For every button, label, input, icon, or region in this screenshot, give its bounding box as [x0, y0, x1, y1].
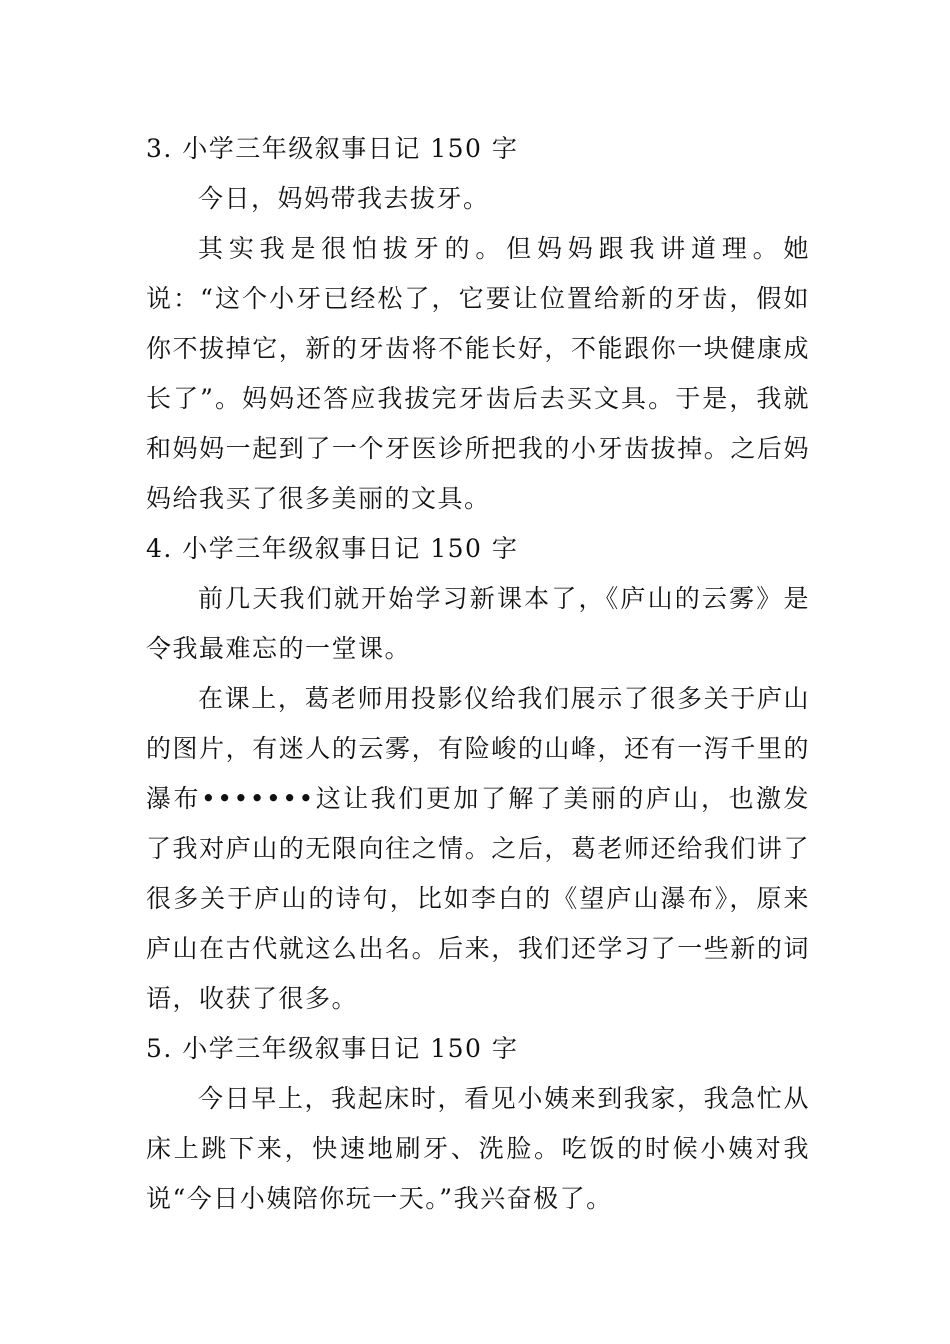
document-body	[146, 124, 810, 1224]
section-heading: 5. 小学三年级叙事日记 150 字	[146, 1034, 519, 1063]
paragraph: 前几天我们就开始学习新课本了，《庐山的云雾》是令我最难忘的一堂课。	[146, 584, 810, 663]
diary-section-3	[146, 124, 810, 524]
paragraph: 在课上，葛老师用投影仪给我们展示了很多关于庐山的图片，有迷人的云雾，有险峻的山峰，还有一泻千里的瀑布•••••••这让我们更加了解了美丽的庐山，也激发了我对庐山的无限向往之情。之后，葛老师还给我们讲了很多关于庐山的诗句，比如李白的《望庐山瀑布》，原来庐山在古代就这么出名。后来，我们还学习了一些新的词语，收获了很多。	[146, 684, 810, 1013]
section-heading: 3. 小学三年级叙事日记 150 字	[146, 134, 519, 163]
paragraph: 其实我是很怕拔牙的。但妈妈跟我讲道理。她说：“这个小牙已经松了，它要让位置给新的牙齿，假如你不拔掉它，新的牙齿将不能长好，不能跟你一块健康成长了”。妈妈还答应我拔完牙齿后去买文具。于是，我就和妈妈一起到了一个牙医诊所把我的小牙齿拔掉。之后妈妈给我买了很多美丽的文具。	[146, 234, 810, 513]
diary-section-5	[146, 1024, 810, 1224]
section-heading: 4. 小学三年级叙事日记 150 字	[146, 534, 519, 563]
paragraph: 今日，妈妈带我去拔牙。	[198, 184, 490, 213]
paragraph: 今日早上，我起床时，看见小姨来到我家，我急忙从床上跳下来，快速地刷牙、洗脸。吃饭的时候小姨对我说“今日小姨陪你玩一天。”我兴奋极了。	[146, 1084, 810, 1213]
diary-section-4	[146, 524, 810, 1024]
